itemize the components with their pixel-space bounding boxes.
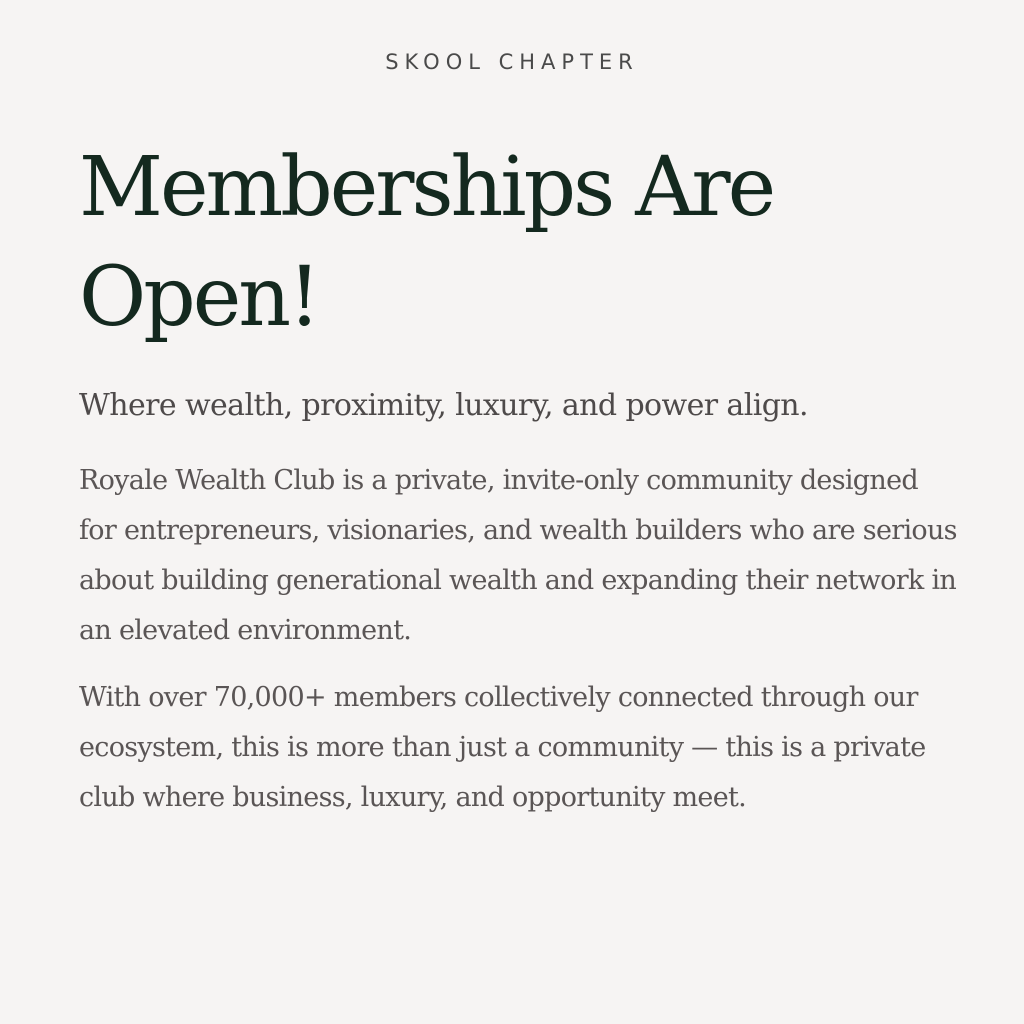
page-title: Memberships Are Open! — [79, 140, 774, 345]
eyebrow-label: SKOOL CHAPTER — [385, 50, 639, 74]
description-paragraph-2: With over 70,000+ members collectively connected through our ecosystem, this is more than just a community — this is a private club where business, luxury, and opportunity meet. — [79, 682, 926, 813]
description-paragraph-1: Royale Wealth Club is a private, invite-only community designed for entrepreneurs, visionaries, and wealth builders who are serious about building generational wealth and expanding their network in an elevated environment. — [79, 465, 957, 646]
tagline: Where wealth, proximity, luxury, and power align. — [79, 388, 808, 423]
